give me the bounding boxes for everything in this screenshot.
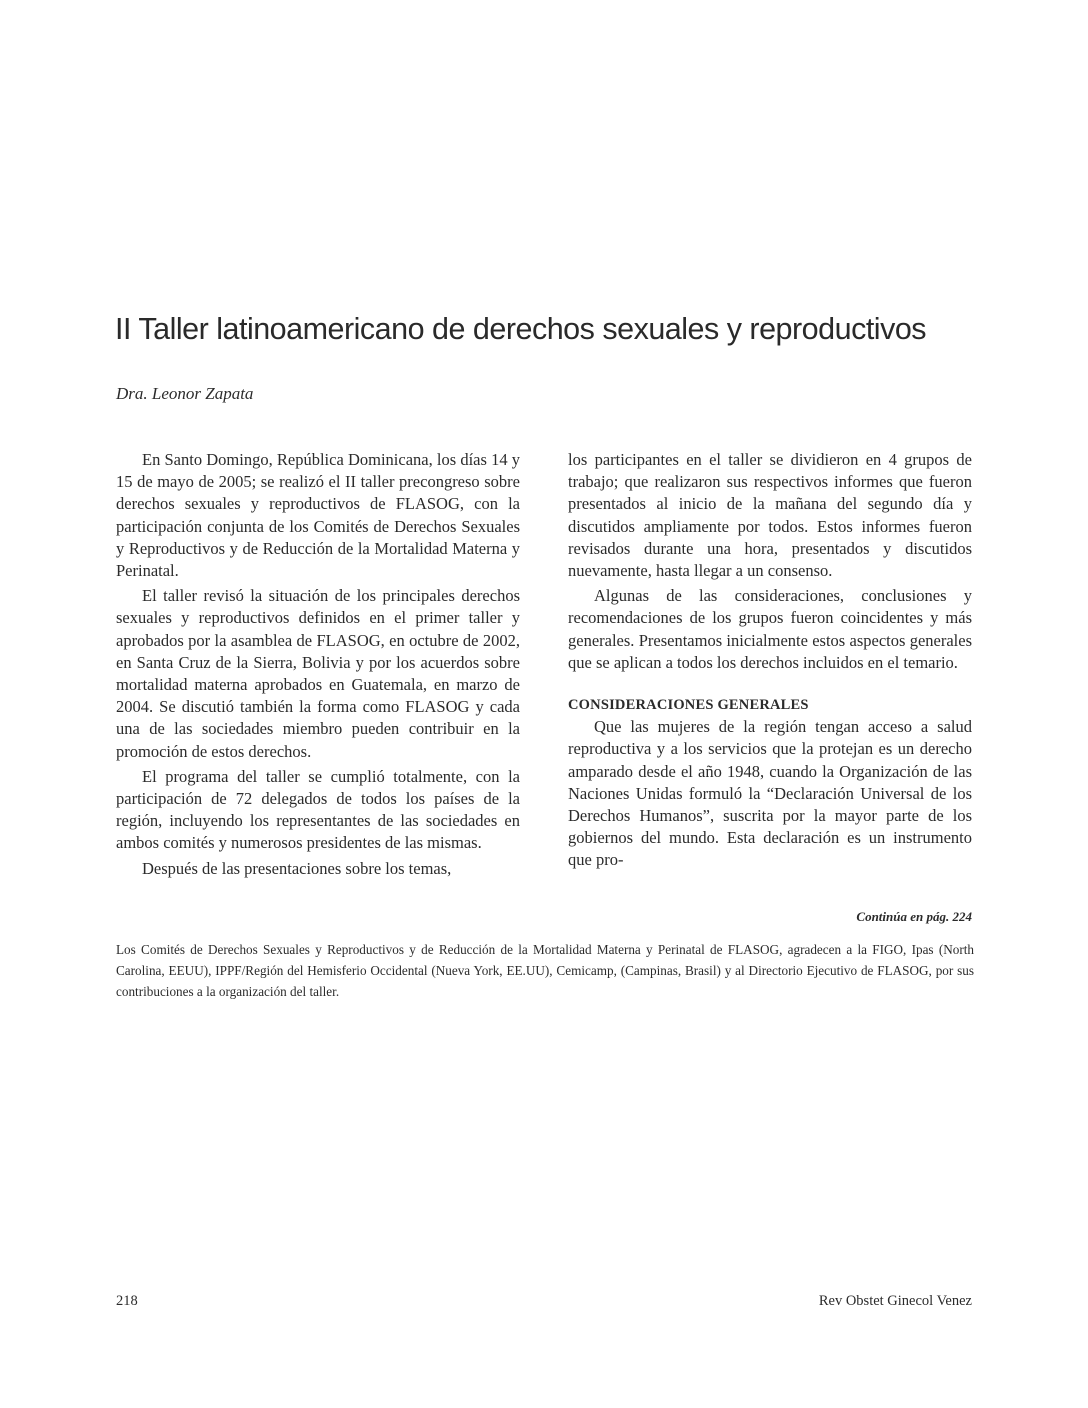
article-title: II Taller latinoamericano de derechos sexuales y reproductivos <box>115 312 927 346</box>
right-column <box>568 449 972 875</box>
body-paragraph: Que las mujeres de la región tengan acceso a salud reproductiva y a los servicios que la protejan es un derecho amparado desde el año 1948, cuando la Organización de las Naciones Unidas formuló la “Declaración Universal de los Derechos Humanos”, suscrita por la mayor parte de los gobiernos del mundo. Esta declaración es un instrumento que pro- <box>568 717 972 870</box>
body-paragraph: El programa del taller se cumplió totalmente, con la participación de 72 delegados de todos los países de la región, incluyendo los representantes de las sociedades en ambos comités y numerosos presidentes de las mismas. <box>116 766 520 853</box>
body-paragraph: El taller revisó la situación de los principales derechos sexuales y reproductivos definidos en el primer taller y aprobados por la asamblea de FLASOG, en octubre de 2002, en Santa Cruz de la Sierra, Bolivia y por los acuerdos sobre mortalidad materna aprobados en Guatemala, en marzo de 2004. Se discutió también la forma como FLASOG y cada una de las sociedades miembro pueden contribuir en la promoción de estos derechos. <box>116 586 520 761</box>
left-column <box>116 449 520 883</box>
section-heading: CONSIDERACIONES GENERALES <box>568 697 809 714</box>
body-paragraph: En Santo Domingo, República Dominicana, los días 14 y 15 de mayo de 2005; se realizó el II taller precongreso sobre derechos sexuales y reproductivos de FLASOG, con la participación conjunta de los Comités de Derechos Sexuales y Reproductivos y de Reducción de la Mortalidad Materna y Perinatal. <box>116 450 520 581</box>
author-name: Dra. Leonor Zapata <box>116 384 254 403</box>
page-number: 218 <box>116 1293 138 1309</box>
journal-name: Rev Obstet Ginecol Venez <box>818 1293 972 1309</box>
continuation-note: Continúa en pág. 224 <box>856 909 972 924</box>
body-paragraph: Algunas de las consideraciones, conclusiones y recomendaciones de los grupos fueron coincidentes y más generales. Presentamos inicialmente estos aspectos generales que se aplican a todos los derechos incluidos en el temario. <box>568 586 972 672</box>
body-paragraph-continued: los participantes en el taller se dividieron en 4 grupos de trabajo; que realizaron sus respectivos informes que fueron presentados al inicio de la mañana del segundo día y discutidos ampliamente por todos. Estos informes fueron revisados durante una hora, presentados y discutidos nuevamente, hasta llegar a un consenso. <box>568 450 972 581</box>
footnote: Los Comités de Derechos Sexuales y Reproductivos y de Reducción de la Mortalidad Materna y Perinatal de FLASOG, agradecen a la FIGO, Ipas (North Carolina, EEUU), IPPF/Región del Hemisferio Occidental (Nueva York, EE.UU), Cemicamp, (Campinas, Brasil) y al Directorio Ejecutivo de FLASOG, por sus contribuciones a la organización del taller. <box>116 942 974 999</box>
body-paragraph: Después de las presentaciones sobre los temas, <box>142 858 452 878</box>
